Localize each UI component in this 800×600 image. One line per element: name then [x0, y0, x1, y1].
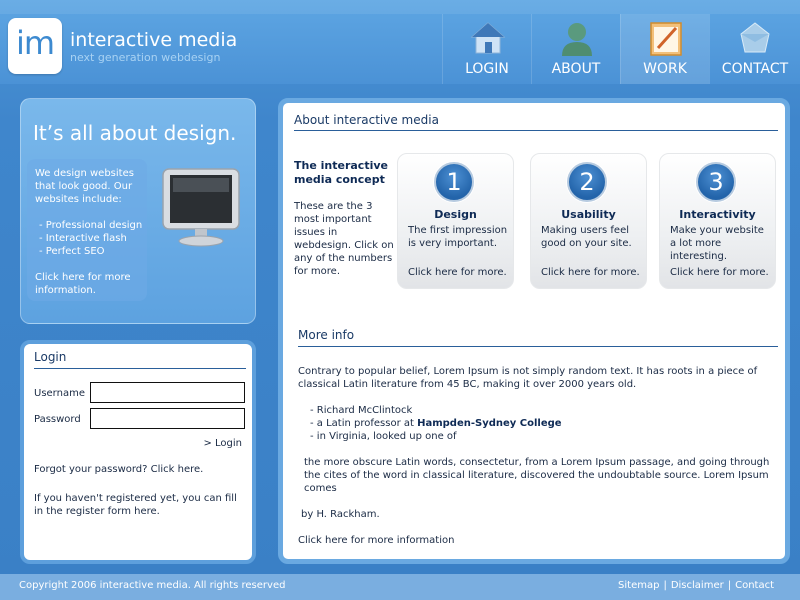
- footer-link-contact[interactable]: Contact: [735, 580, 774, 591]
- list-item: - in Virginia, looked up one of: [310, 431, 457, 442]
- login-panel: [20, 340, 256, 564]
- separator: |: [727, 580, 732, 591]
- nav-work[interactable]: [620, 14, 709, 84]
- about-title: About interactive media: [294, 113, 439, 127]
- footer: [0, 574, 800, 600]
- paragraph: Contrary to popular belief, Lorem Ipsum is not simply random text. It has roots in a piece of classical Latin literature from 45 BC, making it over 2000 years old.: [298, 366, 758, 390]
- password-label: Password: [34, 414, 81, 425]
- separator: |: [663, 580, 667, 591]
- divider: [298, 346, 778, 347]
- nav-contact[interactable]: [709, 14, 800, 84]
- list-item: - Richard McClintock: [310, 405, 413, 416]
- divider: [294, 130, 778, 131]
- nav-work-label: WORK: [643, 61, 687, 77]
- main-panel: [278, 98, 790, 564]
- promo-text: [35, 167, 147, 297]
- number-badge[interactable]: 1: [434, 162, 474, 202]
- nav-contact-label: CONTACT: [721, 61, 789, 77]
- card-usability[interactable]: [530, 153, 647, 289]
- list-item: [298, 417, 778, 430]
- footer-link-disclaimer[interactable]: Disclaimer: [670, 580, 724, 591]
- forgot-password-link[interactable]: Forgot your password? Click here.: [34, 464, 204, 475]
- nav-about-label: ABOUT: [551, 61, 601, 77]
- promo-bullet: - Perfect SEO: [39, 246, 105, 257]
- card-title: Interactivity: [679, 208, 756, 221]
- logo-text: im: [15, 24, 55, 62]
- password-input[interactable]: [90, 408, 245, 429]
- card-title: Usability: [561, 208, 616, 221]
- header: [0, 0, 800, 84]
- number-badge[interactable]: 3: [696, 162, 736, 202]
- promo-title: It’s all about design.: [33, 121, 237, 145]
- home-icon: [470, 20, 506, 56]
- card-design[interactable]: [397, 153, 514, 289]
- more-info-link[interactable]: Click here for more information: [298, 535, 455, 546]
- logo[interactable]: [8, 18, 62, 74]
- card-interactivity[interactable]: [659, 153, 776, 289]
- nav-login[interactable]: [442, 14, 531, 84]
- card-link[interactable]: Click here for more.: [541, 267, 640, 278]
- card-link[interactable]: Click here for more.: [408, 267, 507, 278]
- footer-link-sitemap[interactable]: Sitemap: [618, 580, 660, 591]
- user-icon: [559, 20, 595, 56]
- card-title: Design: [434, 208, 477, 221]
- brand-title: interactive media: [70, 29, 238, 51]
- footer-links: [618, 580, 774, 591]
- more-info-title: More info: [298, 328, 355, 342]
- login-title: Login: [34, 350, 67, 364]
- promo-intro: We design websites that look good. Our websites include:: [35, 168, 134, 205]
- promo-bullet: - Interactive flash: [39, 233, 127, 244]
- copyright: Copyright 2006 interactive media. All rights reserved: [19, 580, 286, 591]
- header-shine: [0, 0, 800, 14]
- number-badge[interactable]: 2: [567, 162, 607, 202]
- concept-title: The interactive media concept: [294, 159, 388, 186]
- paragraph: the more obscure Latin words, consectetur, from a Lorem Ipsum passage, and going through the cites of the word in classical literature, discovered the undoubtable source. Lorem Ipsum comes: [304, 457, 770, 494]
- username-input[interactable]: [90, 382, 245, 403]
- more-info-body: [298, 365, 778, 547]
- brand-subtitle: next generation webdesign: [70, 51, 221, 64]
- promo-panel: [20, 98, 256, 324]
- promo-link[interactable]: Click here for more information.: [35, 272, 131, 296]
- nav-about[interactable]: [531, 14, 620, 84]
- divider: [34, 368, 246, 369]
- envelope-icon: [737, 20, 773, 56]
- concept-text: These are the 3 most important issues in webdesign. Click on any of the numbers for more.: [294, 201, 394, 277]
- nav-login-label: LOGIN: [465, 61, 509, 77]
- monitor-icon: [161, 167, 241, 255]
- card-link[interactable]: Click here for more.: [670, 267, 769, 278]
- promo-bullets: [35, 219, 147, 258]
- register-link[interactable]: If you haven't registered yet, you can fill in the register form here.: [34, 493, 237, 517]
- card-description: Making users feel good on your site.: [541, 225, 632, 249]
- college-name: Hampden-Sydney College: [417, 418, 562, 429]
- list-item-text: - a Latin professor at: [310, 418, 418, 429]
- card-description: The first impression is very important.: [408, 225, 508, 249]
- promo-bullet: - Professional design: [39, 220, 143, 231]
- notepad-icon: [648, 20, 684, 56]
- card-description: Make your website a lot more interesting.: [670, 225, 764, 262]
- paragraph: by H. Rackham.: [301, 509, 380, 520]
- login-button[interactable]: > Login: [203, 438, 242, 449]
- username-label: Username: [34, 388, 85, 399]
